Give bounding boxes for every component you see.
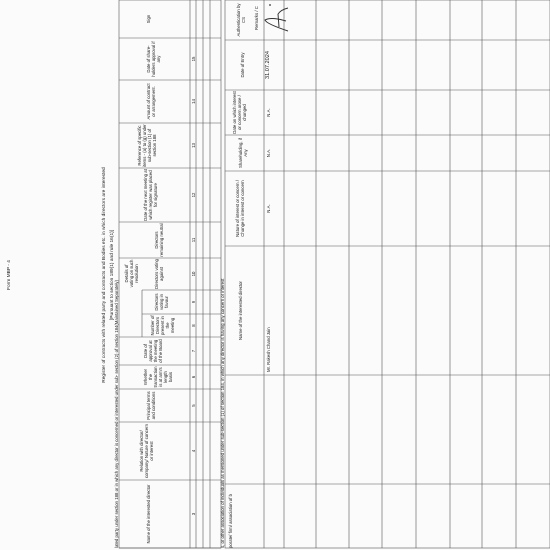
part-a-heading: lated party under section 188 or in which any director is concerned or interested under sub- section (2) of section 184(Maintained Separately) — [114, 280, 119, 548]
header-number-present: Number of Directors present in the meeting — [150, 315, 175, 336]
header-date-of-entry: Date of Entry — [240, 52, 245, 78]
col-number: 10 — [191, 271, 196, 277]
col-number: 14 — [191, 99, 196, 104]
col-number: 3 — [191, 512, 196, 516]
header-neutral: Directors remaining neutral — [154, 223, 164, 257]
header-remarks: Remarks / C — [254, 6, 259, 30]
cell-nature: N.A. — [266, 204, 271, 213]
header-relation: Relation with director/ company/ Nature of concern or interest — [139, 424, 154, 478]
form-number: Form MBP - 4 — [7, 260, 12, 290]
part-b-heading: s, or other association of individuals as mentioned under sub-section (1) of section 184, in which any director is having any concern or interest — [220, 278, 225, 548]
header-next-meeting: Date of the next meeting at which register was placed for signature — [143, 169, 158, 221]
col-number: 5 — [191, 404, 196, 407]
header-principal-terms: Principal terms and conditions — [146, 391, 156, 420]
cell-date-of-entry: 31.07.2024 — [265, 51, 271, 79]
header-body-corporate: porate/ firm/ association of b — [228, 494, 233, 548]
cell-director-name: Mr. Rakesh Chand Jain — [266, 327, 271, 372]
header-amount: Amount of contract or arrangement. — [146, 83, 156, 120]
header-date-interest-arose: Date on which interest or concern arose / changed — [232, 91, 247, 134]
header-authentication: Authentication by CS — [236, 3, 246, 37]
header-signature: Sign — [146, 14, 151, 24]
col-number: 8 — [191, 324, 196, 327]
cell-shareholding: N.A. — [266, 148, 271, 158]
header-voting-group: Details of voting on such resolution — [124, 259, 139, 288]
col-number: 12 — [191, 192, 196, 198]
col-number: 15 — [191, 56, 196, 62]
header-shareholding: Shareholding, if Any — [238, 138, 248, 168]
header-nature-of-interest: Nature of interest or concern / Change in interest or concern — [235, 180, 245, 237]
col-number: 11 — [191, 237, 196, 243]
col-number: 4 — [191, 449, 196, 453]
header-voting-favour: Directors voting in favour — [154, 293, 169, 311]
col-number: 6 — [191, 375, 196, 379]
header-voting-against: Directors voting against — [154, 259, 164, 289]
header-reference-items: Reference of specific items - (a) to (g) under sub-section (1) of section 188 — [137, 124, 157, 167]
header-interested-director: Name of the interested director — [238, 281, 243, 340]
header-arms-length: Whether the transaction is at arm's length basis — [143, 366, 173, 388]
cell-date-arose: N.A. — [266, 108, 271, 117]
col-number: 7 — [191, 349, 196, 353]
signature-initial — [262, 1, 292, 39]
header-date-approval: Date of approval at the meeting of the Board — [143, 339, 163, 363]
rule-reference: [Pursuant to section 189(1) and rule 16(1)] — [110, 229, 115, 321]
col-number: 13 — [191, 143, 196, 148]
header-name-interested-director: Name of the interested director — [146, 484, 151, 544]
col-number: 9 — [191, 300, 196, 304]
header-shareholders-approval: Date of share-holders approval if any — [146, 41, 161, 77]
register-title: Register of contracts with related party and contracts and Bodies etc. in which directors are interested — [102, 167, 107, 383]
